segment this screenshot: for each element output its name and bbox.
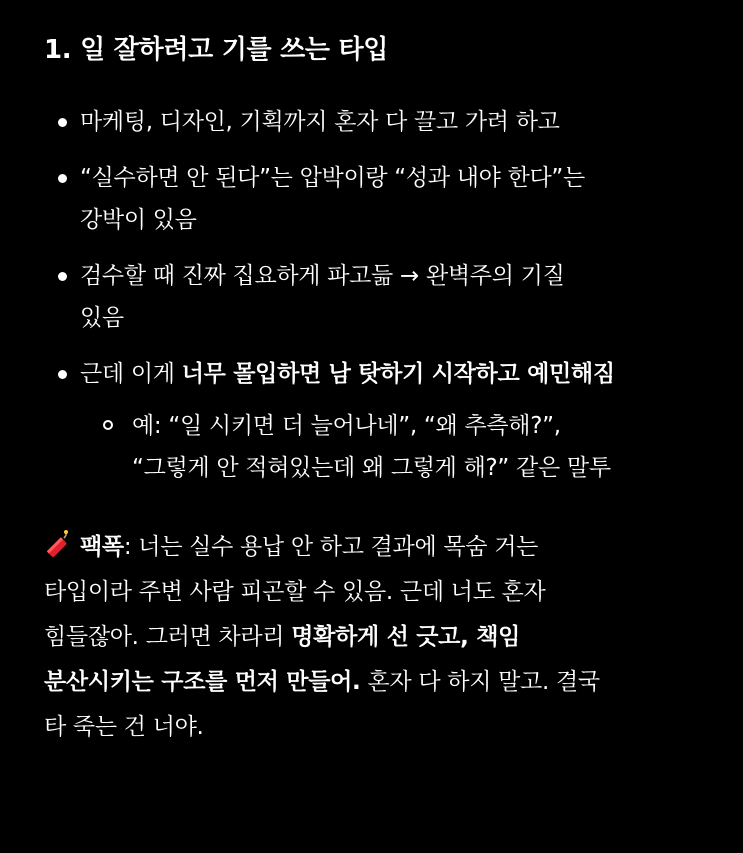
list-item (44, 255, 713, 339)
paragraph-line2: 타입이라 주변 사람 피곤할 수 있음. 근데 너도 혼자 (44, 579, 546, 605)
list-item-text: 마케팅, 디자인, 기획까지 혼자 다 끌고 가려 하고 (80, 109, 560, 135)
paragraph-line5: 타 죽는 건 너야. (44, 714, 204, 740)
paragraph-line3 (44, 615, 713, 660)
list-item (44, 157, 713, 241)
sub-list-item-line2: “그렇게 안 적혀있는데 왜 그렇게 해?” 같은 말투 (132, 455, 611, 481)
bullet-list (44, 101, 713, 489)
sub-list (80, 405, 713, 489)
section-heading: 1. 일 잘하려고 기를 쓰는 타입 (44, 35, 389, 65)
paragraph-line1-text: 너는 실수 용납 안 하고 결과에 목숨 거는 (131, 534, 539, 560)
list-item-text-line1: 검수할 때 진짜 집요하게 파고듦 → 완벽주의 기질 (80, 263, 565, 289)
list-item (44, 101, 713, 143)
paragraph-line4-bold: 분산시키는 구조를 먼저 만들어. (44, 669, 361, 695)
list-item-text-line1: “실수하면 안 된다”는 압박이랑 “성과 내야 한다”는 (80, 165, 585, 191)
sub-list-item-line1: 예: “일 시키면 더 늘어나네”, “왜 추측해?”, (132, 413, 561, 439)
list-item-text: 근데 이게 (80, 361, 182, 387)
paragraph-line1 (44, 525, 713, 570)
paragraph-line4 (44, 660, 713, 705)
list-item-bold-text: 너무 몰입하면 남 탓하기 시작하고 예민해짐 (181, 361, 615, 387)
summary-paragraph (44, 525, 713, 750)
firecracker-icon (44, 529, 74, 559)
paragraph-label: 팩폭 (80, 534, 124, 560)
list-item-text-line2: 강박이 있음 (80, 207, 197, 233)
sub-list-item (80, 405, 713, 489)
list-item-text-line2: 있음 (80, 305, 124, 331)
paragraph-line3-bold: 명확하게 선 긋고, 책임 (291, 624, 521, 650)
paragraph-line3-text: 힘들잖아. 그러면 차라리 (44, 624, 292, 650)
paragraph-line4-text: 혼자 다 하지 말고. 결국 (360, 669, 600, 695)
list-item (44, 353, 713, 489)
paragraph-colon: : (123, 534, 132, 560)
